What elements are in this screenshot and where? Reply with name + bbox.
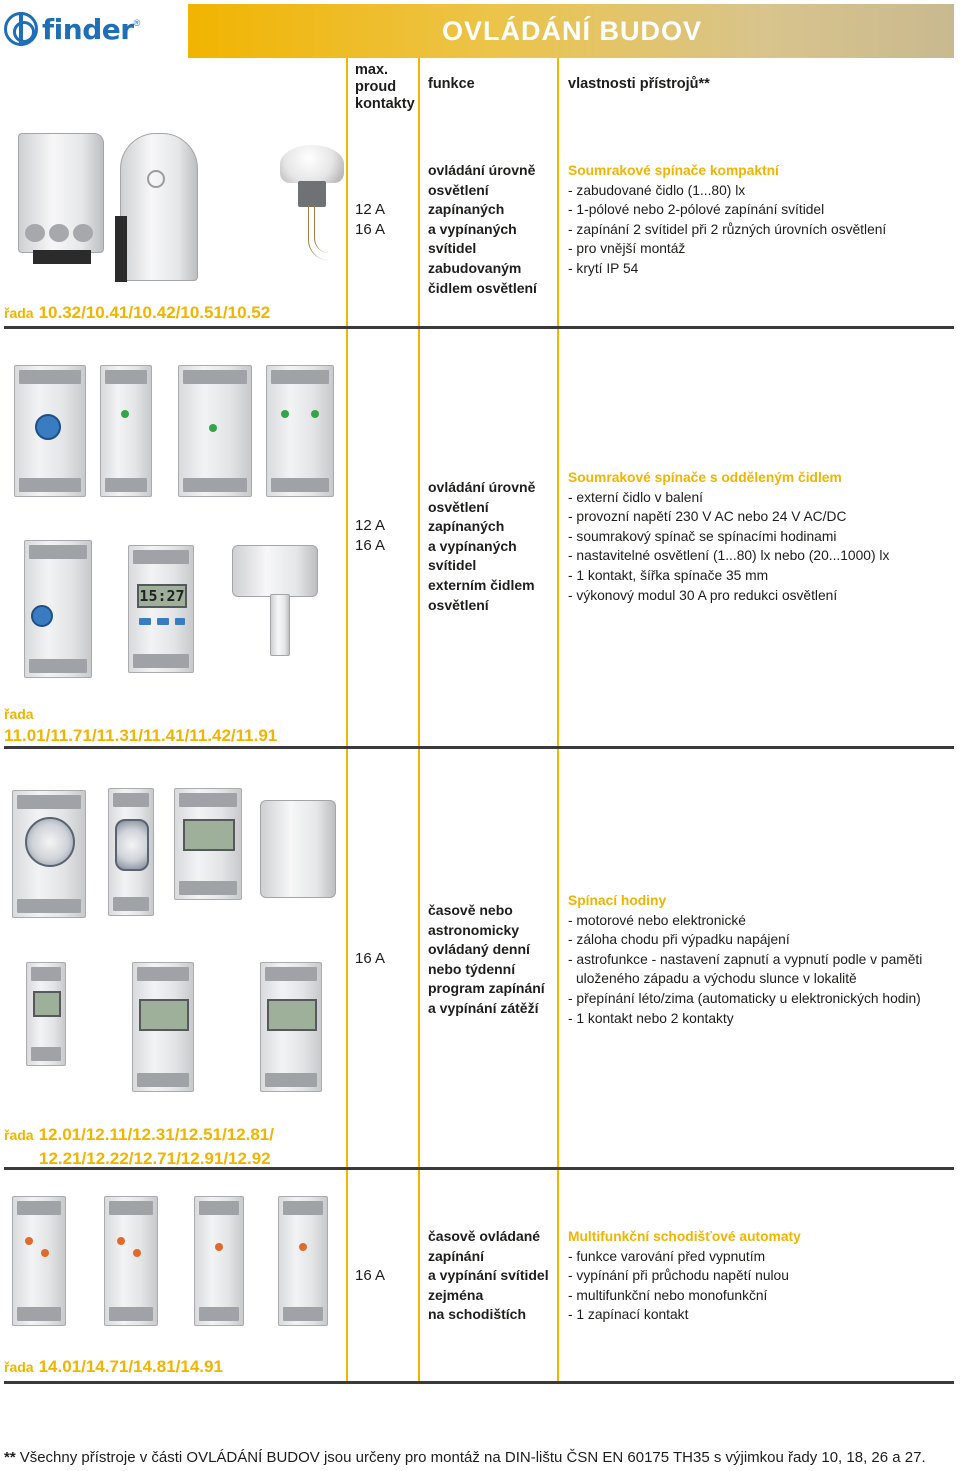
product-category-title: Soumrakové spínače kompaktní: [568, 163, 779, 178]
max-current: 16 A: [355, 950, 386, 967]
product-image-staircase-timer: [104, 1196, 158, 1326]
product-image-socket-timer: [260, 800, 336, 898]
product-image-external-sensor-dome: [280, 145, 344, 183]
product-image-timer-digital-narrow: [26, 962, 66, 1066]
product-image-din-module: [14, 365, 86, 497]
product-image-staircase-timer: [278, 1196, 328, 1326]
series-number: řada 14.01/14.71/14.81/14.91: [4, 1357, 223, 1376]
logo-text: finder: [42, 12, 134, 46]
product-properties: Soumrakové spínače kompaktní - zabudované čidlo (1...80) lx - 1-pólové nebo 2-pólové zapínání svítidel - zapínání 2 svítidel při 2 různých úrovních osvětlení - pro vnější montáž - krytí IP 54: [568, 161, 948, 279]
product-category-title: Soumrakové spínače s odděleným čidlem: [568, 470, 842, 485]
product-image-timer-digital: [132, 962, 194, 1092]
product-category-title: Multifunkční schodišťové automaty: [568, 1229, 801, 1244]
product-image-din-module-wide: [266, 365, 334, 497]
function-description: ovládání úrovně osvětlení zapínaných a vypínaných svítidel externím čidlem osvětlení: [428, 479, 536, 613]
header-max-current: max. proud kontakty: [355, 62, 415, 112]
sensor-mount-bracket: [270, 594, 290, 656]
product-image-timer-digital: [174, 788, 242, 900]
finder-logo: [4, 12, 140, 46]
product-image-staircase-timer: [194, 1196, 244, 1326]
product-image-din-module: [24, 540, 92, 678]
finder-logo-icon: [4, 12, 38, 46]
series-number: řada 10.32/10.41/10.42/10.51/10.52: [4, 303, 271, 322]
max-current: 12 A 16 A: [355, 201, 386, 238]
product-image-staircase-timer: [12, 1196, 66, 1326]
product-image-light-sensor-box: [18, 133, 104, 253]
product-image-din-module: [178, 365, 252, 497]
product-image-sensor-stem: [298, 181, 326, 207]
product-image-timer-analog-dial: [12, 790, 86, 918]
product-image-light-sensor-round: [120, 133, 198, 281]
product-image-din-timer-display: [128, 545, 194, 673]
series-number: řada 11.01/11.71/11.31/11.41/11.42/11.91: [4, 706, 278, 745]
max-current: 16 A: [355, 1267, 386, 1284]
row-separator: [4, 1381, 954, 1384]
logo-registered-mark: ®: [133, 18, 141, 28]
product-image-din-module-narrow: [100, 365, 152, 497]
series-number: řada 12.01/12.11/12.31/12.51/12.81/ 12.21/12.22/12.71/12.91/12.92: [4, 1125, 274, 1168]
function-description: časově nebo astronomicky ovládaný denní nebo týdenní program zapínání a vypínání zátěží: [428, 902, 545, 1016]
footnote: ** Všechny přístroje v části OVLÁDÁNÍ BUDOV jsou určeny pro montáž na DIN-lištu ČSN EN 60175 TH35 s výjimkou řady 10, 18, 26 a 27.: [4, 1449, 926, 1466]
column-separator: [557, 58, 559, 1383]
dial-icon: [115, 819, 149, 871]
dial-icon: [261, 801, 317, 857]
product-category-title: Spínací hodiny: [568, 893, 667, 908]
lcd-display: 15:27: [137, 584, 187, 608]
sensor-wire: [314, 205, 344, 253]
product-image-timer-narrow: [108, 788, 154, 916]
column-separator: [418, 58, 420, 1383]
product-image-external-sensor-box: [232, 545, 318, 597]
product-properties: Multifunkční schodišťové automaty - funkce varování před vypnutím - vypínání při průchodu napětí nulou - multifunkční nebo monofunkční - 1 zapínací kontakt: [568, 1227, 948, 1325]
column-separator: [346, 58, 348, 1383]
product-properties: Soumrakové spínače s odděleným čidlem - externí čidlo v balení - provozní napětí 230 V AC nebo 24 V AC/DC - soumrakový spínač se spínacími hodinami - nastavitelné osvětlení (1...80) lx nebo (20...1000) lx - 1 kontakt, šířka spínače 35 mm - výkonový modul 30 A pro redukci osvětlení: [568, 468, 948, 605]
header-properties: vlastnosti přístrojů**: [568, 76, 710, 92]
row-separator: [4, 326, 954, 329]
function-description: časově ovládané zapínání a vypínání svítidel zejména na schodištích: [428, 1228, 549, 1323]
max-current: 12 A 16 A: [355, 517, 386, 554]
product-properties: Spínací hodiny - motorové nebo elektronické - záloha chodu při výpadku napájení - astrofunkce - nastavení zapnutí a vypnutí podle v paměti uloženého západu a východu slunce v lokalitě - přepínání léto/zima (automaticky u elektronických hodin) - 1 kontakt nebo 2 kontakty: [568, 891, 948, 1028]
section-title: OVLÁDÁNÍ BUDOV: [442, 16, 703, 46]
dial-icon: [25, 817, 75, 867]
header-function: funkce: [428, 76, 475, 92]
product-image-timer-digital: [260, 962, 322, 1092]
function-description: ovládání úrovně osvětlení zapínaných a vypínaných svítidel zabudovaným čidlem osvětlení: [428, 162, 537, 296]
